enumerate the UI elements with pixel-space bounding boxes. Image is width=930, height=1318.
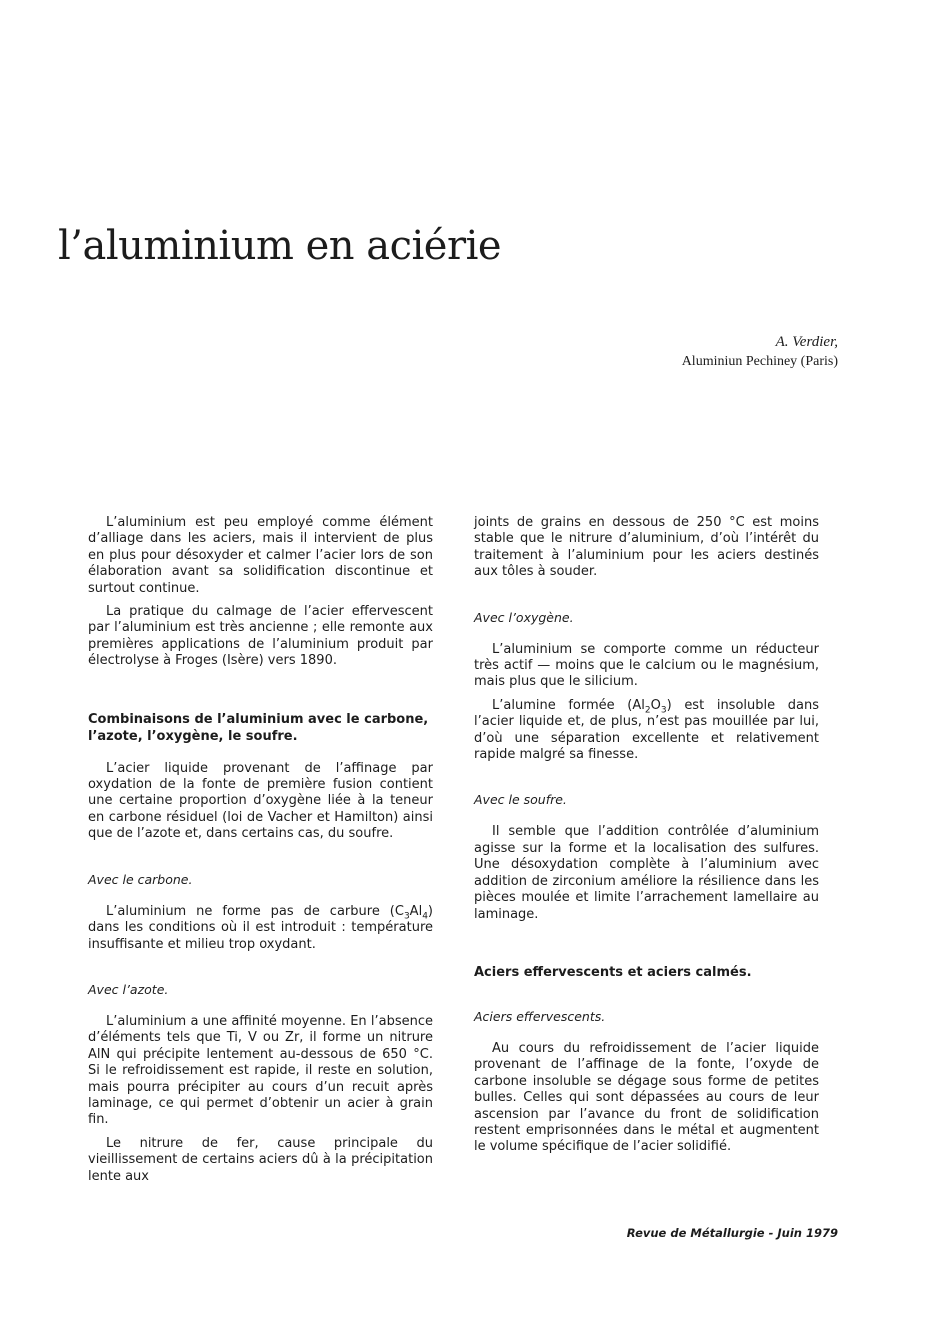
subsection-heading: Avec l’oxygène. [474,609,574,625]
subscript: 2 [644,705,651,716]
section-heading: Aciers effervescents et aciers calmés. [474,964,752,980]
subsection-heading: Aciers effervescents. [474,1008,606,1024]
paragraph-alumine [474,698,819,764]
paragraph: Le nitrure de fer, cause principale du vieillissement de certains aciers dû à la précipitation lente aux [88,1135,433,1184]
subsection-heading: Avec l’azote. [88,981,169,997]
author-affiliation: Aluminiun Pechiney (Paris) [681,354,838,369]
subsection-heading: Avec le carbone. [88,871,193,887]
subsection-heading: Avec le soufre. [474,792,567,808]
text-run: L’alumine formée (Al [492,697,645,713]
text-run: L’aluminium ne forme pas de carbure (C [106,903,404,919]
section-heading: Combinaisons de l’aluminium avec le carbone, l’azote, l’oxygène, le soufre. [88,711,429,744]
paragraph-continued: joints de grains en dessous de 250 °C est moins stable que le nitrure d’aluminium, d’où l’intérêt du traitement à l’aluminium pour les aciers destinés aux tôles à souder. [474,515,819,580]
paragraph: L’aluminium est peu employé comme élément d’alliage dans les aciers, mais il intervient de plus en plus pour désoxyder et calmer l’acier lors de son élaboration avant sa solidification discontinue et surtout continue. [88,515,433,596]
subscript: 3 [660,705,667,716]
text-run: ) est insoluble dans l’acier liquide et, de plus, n’est pas mouillée par lui, d’où une séparation excellente et relativement rapide malgré sa finesse. [474,697,819,763]
journal-footer: Revue de Métallurgie - Juin 1979 [626,1226,838,1240]
paragraph: L’aluminium a une affinité moyenne. En l’absence d’éléments tels que Ti, V ou Zr, il forme un nitrure AlN qui précipite lentement au-dessous de 650 °C. Si le refroidissement est rapide, il reste en solution, mais pourra précipiter au cours d’un recuit après laminage, ce qui permet d’obtenir un acier à grain fin. [88,1013,433,1128]
paragraph: L’acier liquide provenant de l’affinage par oxydation de la fonte de première fusion contient une certaine proportion d’oxygène liée à la teneur en carbone résiduel (loi de Vacher et Hamilton) ainsi que de l’azote et, dans certains cas, du soufre. [88,760,433,842]
article-title: l’aluminium en aciérie [58,223,502,269]
subscript: 4 [422,911,428,922]
author-block [682,332,838,372]
text-run: ) dans les conditions où il est introduit : température insuffisante et milieu trop oxydant. [88,903,433,952]
paragraph: L’aluminium se comporte comme un réducteur très actif — moins que le calcium ou le magnésium, mais plus que le silicium. [474,641,819,690]
paragraph-carbure [88,904,433,953]
left-column [88,515,433,1192]
paragraph: La pratique du calmage de l’acier effervescent par l’aluminium est très ancienne ; elle remonte aux premières applications de l’aluminium produit par électrolyse à Froges (Isère) vers 1890. [88,604,433,669]
text-run: O [650,697,661,713]
right-column [474,515,819,1163]
text-run: Al [409,903,423,919]
paragraph: Au cours du refroidissement de l’acier liquide provenant de l’affinage de la fonte, l’oxyde de carbone insoluble se dégage sous forme de petites bulles. Celles qui sont dépassées au cours de leur ascension par l’avance du front de solidification restent emprisonnées dans le métal et augmentent le volume spécifique de l’acier solidifié. [474,1040,819,1155]
author-name: A. Verdier, [775,334,838,350]
subscript: 3 [403,911,410,922]
paragraph: Il semble que l’addition contrôlée d’aluminium agisse sur la forme et la localisation des sulfures. Une désoxydation complète à l’aluminium avec addition de zirconium améliore la résilience dans les pièces moulée et limite l’arrachement lamellaire au laminage. [474,824,819,922]
